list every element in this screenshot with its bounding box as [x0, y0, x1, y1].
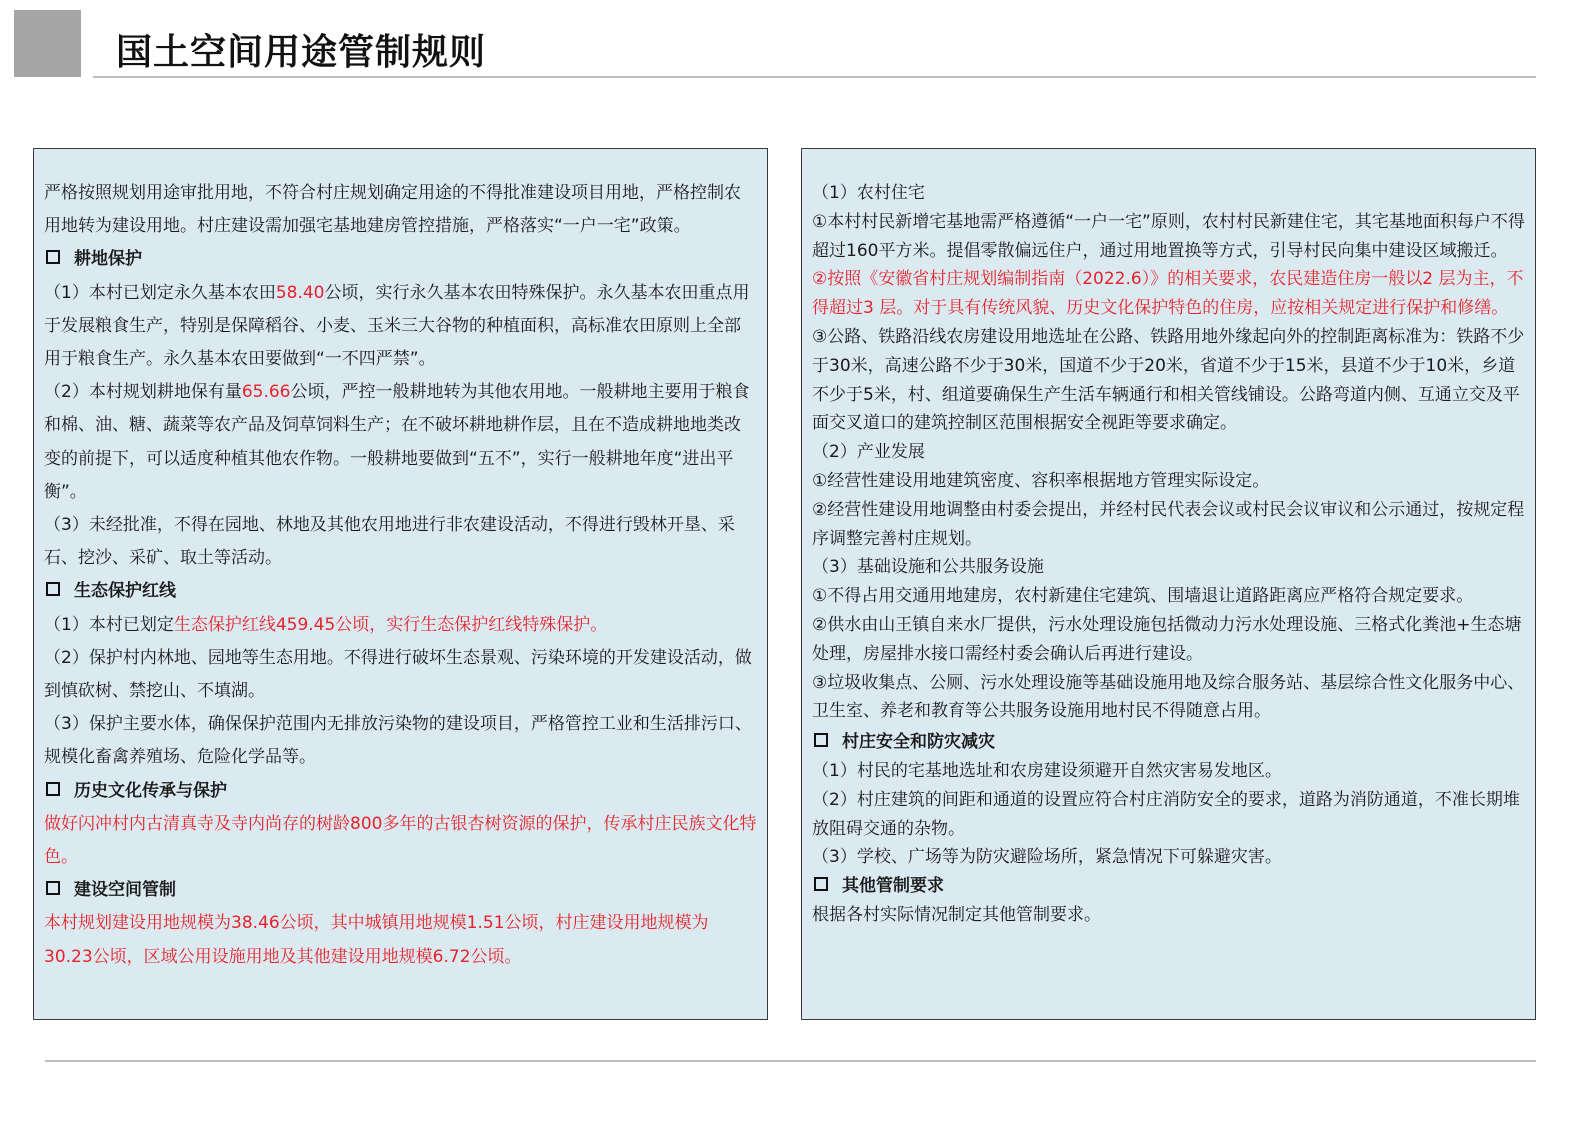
safety-heading: [812, 728, 1525, 757]
industry-item-1: ①经营性建设用地建筑密度、容积率根据地方管理实际设定。: [812, 470, 1270, 491]
intro-paragraph: 严格按照规划用途审批用地，不符合村庄规划确定用途的不得批准建设项目用地，严格控制农用地转为建设用地。村庄建设需加强宅基地建房管控措施，严格落实“一户一宅”政策。: [44, 183, 741, 237]
infra-title: （3）基础设施和公共服务设施: [812, 557, 1044, 578]
farmland-retention-area: 65.66: [241, 382, 291, 403]
footer-divider: [45, 1060, 1536, 1062]
farmland-item-1: [44, 277, 757, 377]
safety-heading-label: 村庄安全和防灾减灾: [842, 732, 995, 753]
safety-item-1: （1）村民的宅基地选址和农房建设须避开自然灾害易发地区。: [812, 760, 1282, 781]
checkbox-bullet-icon: [46, 881, 60, 895]
heritage-item-1: 做好闪冲村内古清真寺及寺内尚存的树龄800多年的古银杏树资源的保护，传承村庄民族文化特色。: [44, 813, 757, 868]
other-heading-label: 其他管制要求: [842, 876, 944, 897]
other-heading: [812, 872, 1525, 901]
farmland-item-2-text-b: 公顷，严控一般耕地转为其他农用地。一般耕地主要用于粮食和棉、油、糖、蔬菜等农产品及饲草饲料生产；在不破坏耕地耕作层，且在不造成耕地地类改变的前提下，可以适度种植其他农作物。一般耕地要做到“五不”，实行一般耕地年度“进出平衡”。: [44, 382, 750, 502]
industry-item-2: ②经营性建设用地调整由村委会提出，并经村民代表会议或村民会议审议和公示通过，按规定程序调整完善村庄规划。: [812, 499, 1525, 549]
ecology-item-2: （2）保护村内林地、园地等生态用地。不得进行破坏生态景观、污染环境的开发建设活动，做到慎砍树、禁挖山、不填湖。: [44, 647, 752, 702]
farmland-heading: [44, 243, 757, 276]
construction-item-1: 本村规划建设用地规模为38.46公顷，其中城镇用地规模1.51公顷，村庄建设用地规模为30.23公顷，区域公用设施用地及其他建设用地规模6.72公顷。: [44, 913, 709, 967]
farmland-item-1-text-b: 公顷，实行永久基本农田特殊保护。永久基本农田重点用于发展粮食生产，特别是保障稻谷、小麦、玉米三大谷物的种植面积，高标准农田原则上全部用于粮食生产。永久基本农田要做到“一不四严禁”。: [44, 282, 750, 370]
housing-item-2: ②按照《安徽省村庄规划编制指南（2022.6）》的相关要求，农民建造住房一般以2 层为主，不得超过3 层。对于具有传统风貌、历史文化保护特色的住房，应按相关规定进行保护和修缮。: [812, 269, 1524, 319]
right-panel: [801, 148, 1536, 1020]
checkbox-bullet-icon: [46, 582, 60, 596]
housing-item-1: ①本村村民新增宅基地需严格遵循“一户一宅”原则，农村村民新建住宅，其宅基地面积每户不得超过160平方米。提倡零散偏远住户，通过用地置换等方式，引导村民向集中建设区域搬迁。: [812, 211, 1525, 261]
housing-item-3: ③公路、铁路沿线农房建设用地选址在公路、铁路用地外缘起向外的控制距离标准为：铁路不少于30米，高速公路不少于30米，国道不少于20米，省道不少于15米，县道不少于10米，乡道不少于5米，村、组道要确保生产生活车辆通行和相关管线铺设。公路弯道内侧、互通立交及平面交叉道口的建筑控制区范围根据安全视距等要求确定。: [812, 326, 1525, 434]
construction-heading-label: 建设空间管制: [74, 880, 176, 901]
ecology-heading-label: 生态保护红线: [74, 581, 176, 602]
farmland-item-1-text-a: （1）本村已划定永久基本农田: [44, 282, 276, 303]
ecology-item-3: （3）保护主要水体，确保保护范围内无排放污染物的建设项目，严格管控工业和生活排污口、规模化畜禽养殖场、危险化学品等。: [44, 714, 752, 768]
left-panel: [33, 148, 768, 1020]
ecology-heading: [44, 575, 757, 608]
farmland-item-2-text-a: （2）本村规划耕地保有量: [44, 382, 242, 403]
farmland-item-2: [44, 376, 757, 509]
housing-title: （1）农村住宅: [812, 183, 925, 203]
safety-item-3: （3）学校、广场等为防灾避险场所，紧急情况下可躲避灾害。: [812, 847, 1282, 868]
safety-item-2: （2）村庄建筑的间距和通道的设置应符合村庄消防安全的要求，道路为消防通道，不准长期堆放阻碍交通的杂物。: [812, 789, 1520, 839]
infra-item-1: ①不得占用交通用地建房，农村新建住宅建筑、围墙退让道路距离应严格符合规定要求。: [812, 586, 1474, 607]
industry-title: （2）产业发展: [812, 442, 925, 463]
farmland-item-3: （3）未经批准，不得在园地、林地及其他农用地进行非农建设活动，不得进行毁林开垦、采石、挖沙、采矿、取土等活动。: [44, 515, 735, 569]
infra-item-3: ③垃圾收集点、公厕、污水处理设施等基础设施用地及综合服务站、基层综合性文化服务中心、卫生室、养老和教育等公共服务设施用地村民不得随意占用。: [812, 672, 1525, 722]
title-divider: [93, 76, 1536, 78]
page-title: 国土空间用途管制规则: [116, 32, 487, 73]
infra-item-2: ②供水由山王镇自来水厂提供，污水处理设施包括微动力污水处理设施、三格式化粪池+生态塘处理，房屋排水接口需经村委会确认后再进行建设。: [812, 614, 1522, 664]
farmland-heading-label: 耕地保护: [74, 249, 142, 270]
ecology-item-1-text-a: （1）本村已划定: [44, 614, 174, 635]
heritage-heading-label: 历史文化传承与保护: [74, 780, 227, 801]
other-item-1: 根据各村实际情况制定其他管制要求。: [812, 904, 1101, 925]
basic-farmland-area: 58.40: [275, 282, 325, 303]
ecology-item-1: [44, 609, 757, 642]
heritage-heading: [44, 775, 757, 808]
checkbox-bullet-icon: [46, 782, 60, 796]
ecology-redline-text: 生态保护红线459.45公顷，实行生态保护红线特殊保护。: [173, 614, 608, 635]
title-accent-block: [14, 10, 81, 77]
checkbox-bullet-icon: [46, 250, 60, 264]
checkbox-bullet-icon: [814, 733, 828, 747]
construction-heading: [44, 874, 757, 907]
checkbox-bullet-icon: [814, 877, 828, 891]
